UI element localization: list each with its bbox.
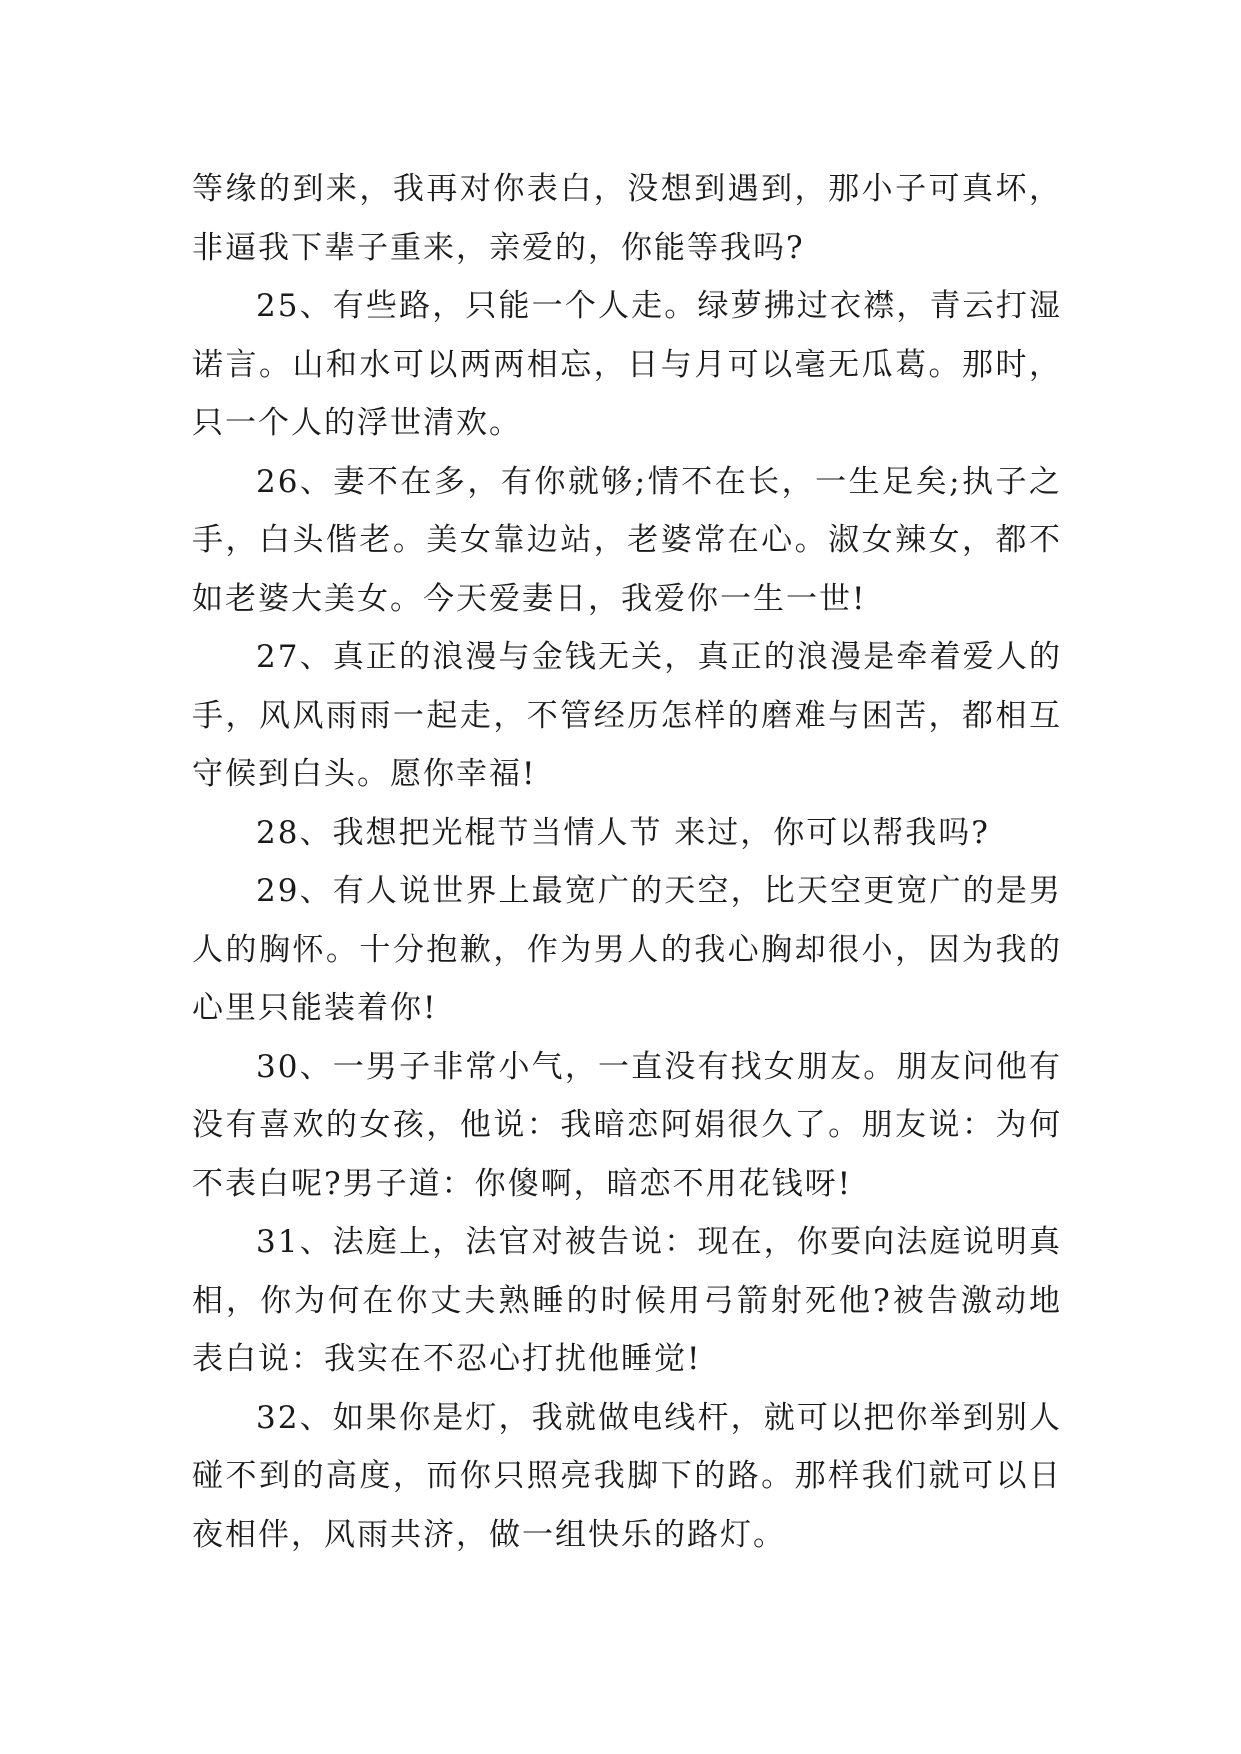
paragraph-continuation: 等缘的到来，我再对你表白，没想到遇到，那小子可真坏，非逼我下辈子重来，亲爱的，你能等我吗? <box>192 171 1062 266</box>
paragraph-30: 30、一男子非常小气，一直没有找女朋友。朋友问他有没有喜欢的女孩，他说：我暗恋阿娟很久了。朋友说：为何不表白呢?男子道：你傻啊，暗恋不用花钱呀! <box>192 1048 1062 1202</box>
document-body <box>192 160 1062 1564</box>
paragraph-31: 31、法庭上，法官对被告说：现在，你要向法庭说明真相，你为何在你丈夫熟睡的时候用弓箭射死他?被告激动地表白说：我实在不忍心打扰他睡觉! <box>192 1224 1062 1377</box>
paragraph-26: 26、妻不在多，有你就够;情不在长，一生足矣;执子之手，白头偕老。美女靠边站，老婆常在心。淑女辣女，都不如老婆大美女。今天爱妻日，我爱你一生一世! <box>192 463 1062 617</box>
paragraph-27: 27、真正的浪漫与金钱无关，真正的浪漫是牵着爱人的手，风风雨雨一起走，不管经历怎样的磨难与困苦，都相互守候到白头。愿你幸福! <box>192 639 1062 792</box>
paragraph-29: 29、有人说世界上最宽广的天空，比天空更宽广的是男人的胸怀。十分抱歉，作为男人的我心胸却很小，因为我的心里只能装着你! <box>192 873 1062 1026</box>
paragraph-28: 28、我想把光棍节当情人节 来过，你可以帮我吗? <box>256 814 990 851</box>
paragraph-25: 25、有些路，只能一个人走。绿萝拂过衣襟，青云打湿诺言。山和水可以两两相忘，日与月可以毫无瓜葛。那时，只一个人的浮世清欢。 <box>192 288 1062 441</box>
paragraph-32: 32、如果你是灯，我就做电线杆，就可以把你举到别人碰不到的高度，而你只照亮我脚下的路。那样我们就可以日夜相伴，风雨共济，做一组快乐的路灯。 <box>192 1399 1062 1553</box>
